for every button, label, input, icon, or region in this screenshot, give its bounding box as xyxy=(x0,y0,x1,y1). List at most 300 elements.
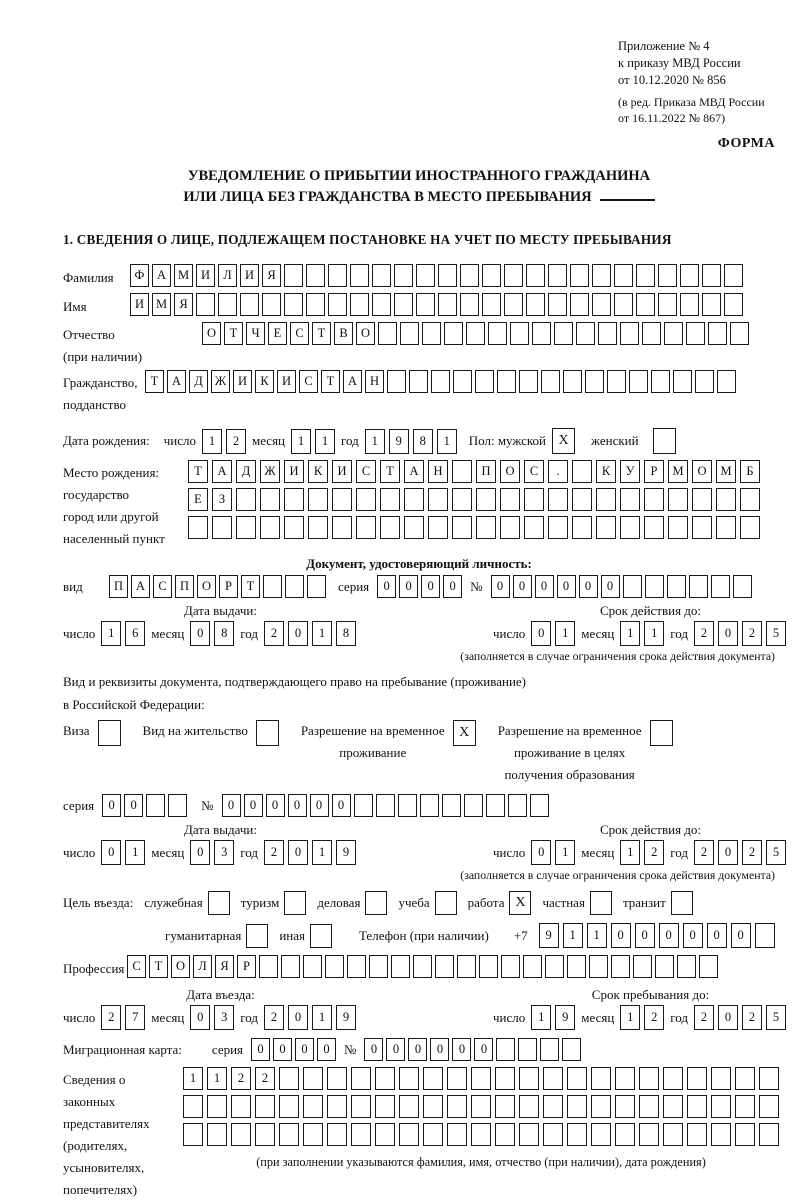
char-cell[interactable]: Т xyxy=(380,460,400,483)
char-cell[interactable] xyxy=(620,322,639,345)
char-cell[interactable] xyxy=(438,293,457,316)
char-cell[interactable] xyxy=(327,1095,347,1118)
char-cell[interactable] xyxy=(391,955,410,978)
char-cell[interactable] xyxy=(496,1038,515,1061)
char-cell[interactable] xyxy=(548,488,568,511)
char-cell[interactable] xyxy=(279,1095,299,1118)
char-cell[interactable]: Р xyxy=(237,955,256,978)
char-cell[interactable]: 2 xyxy=(226,429,246,454)
char-cell[interactable] xyxy=(519,1067,539,1090)
char-cell[interactable]: М xyxy=(716,460,736,483)
char-cell[interactable]: 2 xyxy=(644,840,664,865)
char-cell[interactable]: 2 xyxy=(694,840,714,865)
char-cell[interactable] xyxy=(495,1067,515,1090)
char-cell[interactable]: 6 xyxy=(125,621,145,646)
char-cell[interactable] xyxy=(504,264,523,287)
char-cell[interactable]: 8 xyxy=(214,621,234,646)
purpose-business-checkbox[interactable] xyxy=(365,891,387,915)
char-cell[interactable]: 0 xyxy=(244,794,263,817)
char-cell[interactable]: У xyxy=(620,460,640,483)
char-cell[interactable] xyxy=(611,955,630,978)
char-cell[interactable] xyxy=(255,1123,275,1146)
char-cell[interactable]: 0 xyxy=(513,575,532,598)
char-cell[interactable]: Л xyxy=(218,264,237,287)
char-cell[interactable]: А xyxy=(404,460,424,483)
char-cell[interactable]: 0 xyxy=(683,923,703,948)
char-cell[interactable]: 0 xyxy=(531,840,551,865)
char-cell[interactable] xyxy=(591,1095,611,1118)
purpose-study-checkbox[interactable] xyxy=(435,891,457,915)
char-cell[interactable]: Т xyxy=(224,322,243,345)
char-cell[interactable]: 7 xyxy=(125,1005,145,1030)
char-cell[interactable]: С xyxy=(524,460,544,483)
char-cell[interactable] xyxy=(422,322,441,345)
char-cell[interactable] xyxy=(380,488,400,511)
char-cell[interactable] xyxy=(554,322,573,345)
char-cell[interactable] xyxy=(680,264,699,287)
purpose-tourism-checkbox[interactable] xyxy=(284,891,306,915)
char-cell[interactable]: К xyxy=(596,460,616,483)
char-cell[interactable] xyxy=(730,322,749,345)
char-cell[interactable]: Ж xyxy=(260,460,280,483)
sex-female-checkbox[interactable] xyxy=(653,428,676,454)
char-cell[interactable]: 0 xyxy=(635,923,655,948)
char-cell[interactable]: 5 xyxy=(766,621,786,646)
char-cell[interactable] xyxy=(308,516,328,539)
char-cell[interactable]: Т xyxy=(241,575,260,598)
char-cell[interactable]: 1 xyxy=(125,840,145,865)
char-cell[interactable] xyxy=(759,1095,779,1118)
char-cell[interactable] xyxy=(591,1123,611,1146)
char-cell[interactable] xyxy=(479,955,498,978)
char-cell[interactable] xyxy=(279,1067,299,1090)
char-cell[interactable] xyxy=(570,264,589,287)
char-cell[interactable] xyxy=(438,264,457,287)
char-cell[interactable] xyxy=(218,293,237,316)
purpose-humanitarian-checkbox[interactable] xyxy=(246,924,268,948)
char-cell[interactable] xyxy=(526,264,545,287)
char-cell[interactable] xyxy=(633,955,652,978)
char-cell[interactable] xyxy=(663,1095,683,1118)
char-cell[interactable] xyxy=(636,293,655,316)
char-cell[interactable]: Я xyxy=(174,293,193,316)
char-cell[interactable] xyxy=(680,293,699,316)
char-cell[interactable]: 8 xyxy=(336,621,356,646)
char-cell[interactable]: 0 xyxy=(408,1038,427,1061)
char-cell[interactable] xyxy=(523,955,542,978)
char-cell[interactable]: Я xyxy=(215,955,234,978)
char-cell[interactable] xyxy=(482,293,501,316)
char-cell[interactable]: 1 xyxy=(587,923,607,948)
char-cell[interactable]: 2 xyxy=(742,1005,762,1030)
char-cell[interactable] xyxy=(263,575,282,598)
char-cell[interactable]: 1 xyxy=(563,923,583,948)
char-cell[interactable]: 0 xyxy=(102,794,121,817)
char-cell[interactable] xyxy=(435,955,454,978)
char-cell[interactable]: 1 xyxy=(555,621,575,646)
char-cell[interactable] xyxy=(303,1095,323,1118)
char-cell[interactable]: 3 xyxy=(214,1005,234,1030)
char-cell[interactable] xyxy=(724,293,743,316)
char-cell[interactable] xyxy=(711,1123,731,1146)
char-cell[interactable]: 0 xyxy=(288,794,307,817)
char-cell[interactable]: 0 xyxy=(364,1038,383,1061)
char-cell[interactable] xyxy=(350,293,369,316)
char-cell[interactable] xyxy=(460,264,479,287)
char-cell[interactable]: А xyxy=(212,460,232,483)
char-cell[interactable] xyxy=(567,1095,587,1118)
char-cell[interactable]: 0 xyxy=(718,1005,738,1030)
char-cell[interactable] xyxy=(488,322,507,345)
char-cell[interactable] xyxy=(457,955,476,978)
char-cell[interactable]: 0 xyxy=(421,575,440,598)
char-cell[interactable] xyxy=(351,1123,371,1146)
char-cell[interactable] xyxy=(466,322,485,345)
char-cell[interactable] xyxy=(452,460,472,483)
char-cell[interactable] xyxy=(447,1067,467,1090)
char-cell[interactable]: 0 xyxy=(288,621,308,646)
char-cell[interactable] xyxy=(651,370,670,393)
char-cell[interactable]: 0 xyxy=(707,923,727,948)
char-cell[interactable]: 0 xyxy=(718,621,738,646)
char-cell[interactable] xyxy=(356,488,376,511)
char-cell[interactable]: Е xyxy=(188,488,208,511)
char-cell[interactable]: В xyxy=(334,322,353,345)
char-cell[interactable] xyxy=(378,322,397,345)
char-cell[interactable]: И xyxy=(284,460,304,483)
char-cell[interactable]: 2 xyxy=(694,1005,714,1030)
char-cell[interactable] xyxy=(687,1067,707,1090)
char-cell[interactable] xyxy=(240,293,259,316)
char-cell[interactable] xyxy=(541,370,560,393)
char-cell[interactable] xyxy=(567,1123,587,1146)
char-cell[interactable]: 9 xyxy=(389,429,409,454)
char-cell[interactable]: М xyxy=(152,293,171,316)
char-cell[interactable]: 0 xyxy=(288,840,308,865)
char-cell[interactable] xyxy=(526,293,545,316)
char-cell[interactable]: 1 xyxy=(644,621,664,646)
char-cell[interactable] xyxy=(524,516,544,539)
char-cell[interactable]: 1 xyxy=(437,429,457,454)
char-cell[interactable] xyxy=(327,1123,347,1146)
char-cell[interactable]: 1 xyxy=(291,429,311,454)
char-cell[interactable] xyxy=(623,575,642,598)
char-cell[interactable] xyxy=(285,575,304,598)
char-cell[interactable]: 0 xyxy=(399,575,418,598)
char-cell[interactable]: 2 xyxy=(255,1067,275,1090)
purpose-work-checkbox[interactable]: X xyxy=(509,891,531,915)
char-cell[interactable] xyxy=(423,1067,443,1090)
char-cell[interactable] xyxy=(658,264,677,287)
char-cell[interactable] xyxy=(399,1067,419,1090)
char-cell[interactable] xyxy=(212,516,232,539)
char-cell[interactable]: 0 xyxy=(251,1038,270,1061)
char-cell[interactable] xyxy=(183,1095,203,1118)
char-cell[interactable]: 1 xyxy=(101,621,121,646)
char-cell[interactable] xyxy=(327,1067,347,1090)
char-cell[interactable] xyxy=(572,516,592,539)
char-cell[interactable] xyxy=(614,293,633,316)
char-cell[interactable] xyxy=(416,264,435,287)
char-cell[interactable] xyxy=(711,575,730,598)
char-cell[interactable]: И xyxy=(332,460,352,483)
char-cell[interactable] xyxy=(692,516,712,539)
char-cell[interactable] xyxy=(689,575,708,598)
char-cell[interactable] xyxy=(543,1095,563,1118)
char-cell[interactable] xyxy=(504,293,523,316)
char-cell[interactable] xyxy=(518,1038,537,1061)
char-cell[interactable]: Т xyxy=(321,370,340,393)
char-cell[interactable] xyxy=(716,488,736,511)
char-cell[interactable] xyxy=(686,322,705,345)
char-cell[interactable] xyxy=(687,1095,707,1118)
char-cell[interactable]: С xyxy=(290,322,309,345)
char-cell[interactable]: Ж xyxy=(211,370,230,393)
char-cell[interactable] xyxy=(615,1095,635,1118)
char-cell[interactable] xyxy=(328,264,347,287)
char-cell[interactable]: 0 xyxy=(731,923,751,948)
char-cell[interactable] xyxy=(350,264,369,287)
char-cell[interactable] xyxy=(644,488,664,511)
char-cell[interactable]: 0 xyxy=(190,840,210,865)
char-cell[interactable] xyxy=(500,516,520,539)
char-cell[interactable] xyxy=(183,1123,203,1146)
char-cell[interactable] xyxy=(562,1038,581,1061)
char-cell[interactable]: 0 xyxy=(310,794,329,817)
char-cell[interactable] xyxy=(733,575,752,598)
char-cell[interactable]: 0 xyxy=(601,575,620,598)
char-cell[interactable] xyxy=(592,293,611,316)
char-cell[interactable] xyxy=(284,516,304,539)
char-cell[interactable] xyxy=(255,1095,275,1118)
char-cell[interactable]: 0 xyxy=(332,794,351,817)
char-cell[interactable] xyxy=(759,1067,779,1090)
char-cell[interactable] xyxy=(668,488,688,511)
char-cell[interactable] xyxy=(444,322,463,345)
char-cell[interactable] xyxy=(404,516,424,539)
char-cell[interactable] xyxy=(644,516,664,539)
char-cell[interactable]: 5 xyxy=(766,1005,786,1030)
char-cell[interactable] xyxy=(486,794,505,817)
char-cell[interactable] xyxy=(663,1123,683,1146)
char-cell[interactable] xyxy=(306,264,325,287)
char-cell[interactable]: 1 xyxy=(620,840,640,865)
char-cell[interactable] xyxy=(655,955,674,978)
char-cell[interactable]: 0 xyxy=(124,794,143,817)
char-cell[interactable] xyxy=(501,955,520,978)
char-cell[interactable] xyxy=(303,955,322,978)
char-cell[interactable] xyxy=(369,955,388,978)
char-cell[interactable]: 1 xyxy=(202,429,222,454)
char-cell[interactable] xyxy=(615,1123,635,1146)
char-cell[interactable] xyxy=(347,955,366,978)
char-cell[interactable] xyxy=(664,322,683,345)
char-cell[interactable]: 2 xyxy=(694,621,714,646)
char-cell[interactable] xyxy=(420,794,439,817)
char-cell[interactable] xyxy=(475,370,494,393)
char-cell[interactable]: Т xyxy=(188,460,208,483)
char-cell[interactable]: М xyxy=(668,460,688,483)
char-cell[interactable] xyxy=(645,575,664,598)
char-cell[interactable] xyxy=(196,293,215,316)
char-cell[interactable] xyxy=(452,488,472,511)
char-cell[interactable]: 1 xyxy=(365,429,385,454)
char-cell[interactable]: 9 xyxy=(336,1005,356,1030)
char-cell[interactable]: О xyxy=(197,575,216,598)
char-cell[interactable]: М xyxy=(174,264,193,287)
char-cell[interactable] xyxy=(476,516,496,539)
char-cell[interactable]: 1 xyxy=(620,621,640,646)
char-cell[interactable] xyxy=(471,1067,491,1090)
char-cell[interactable]: О xyxy=(171,955,190,978)
char-cell[interactable] xyxy=(413,955,432,978)
char-cell[interactable]: З xyxy=(212,488,232,511)
char-cell[interactable] xyxy=(735,1095,755,1118)
char-cell[interactable] xyxy=(615,1067,635,1090)
char-cell[interactable]: Р xyxy=(219,575,238,598)
char-cell[interactable] xyxy=(284,488,304,511)
char-cell[interactable] xyxy=(532,322,551,345)
char-cell[interactable]: 0 xyxy=(386,1038,405,1061)
char-cell[interactable] xyxy=(423,1123,443,1146)
char-cell[interactable]: 1 xyxy=(207,1067,227,1090)
char-cell[interactable] xyxy=(188,516,208,539)
char-cell[interactable]: 2 xyxy=(231,1067,251,1090)
char-cell[interactable]: 2 xyxy=(742,621,762,646)
char-cell[interactable] xyxy=(755,923,775,948)
char-cell[interactable] xyxy=(629,370,648,393)
char-cell[interactable] xyxy=(572,488,592,511)
char-cell[interactable] xyxy=(394,293,413,316)
char-cell[interactable] xyxy=(668,516,688,539)
char-cell[interactable] xyxy=(375,1123,395,1146)
char-cell[interactable]: О xyxy=(500,460,520,483)
char-cell[interactable]: С xyxy=(356,460,376,483)
char-cell[interactable] xyxy=(372,293,391,316)
char-cell[interactable]: 0 xyxy=(474,1038,493,1061)
char-cell[interactable]: А xyxy=(343,370,362,393)
char-cell[interactable] xyxy=(545,955,564,978)
char-cell[interactable]: 1 xyxy=(555,840,575,865)
char-cell[interactable] xyxy=(614,264,633,287)
char-cell[interactable]: 0 xyxy=(295,1038,314,1061)
char-cell[interactable] xyxy=(497,370,516,393)
char-cell[interactable]: О xyxy=(692,460,712,483)
char-cell[interactable]: 2 xyxy=(264,840,284,865)
char-cell[interactable] xyxy=(519,1095,539,1118)
char-cell[interactable] xyxy=(620,488,640,511)
char-cell[interactable]: 0 xyxy=(190,621,210,646)
char-cell[interactable] xyxy=(495,1095,515,1118)
char-cell[interactable] xyxy=(308,488,328,511)
char-cell[interactable]: 1 xyxy=(312,1005,332,1030)
residence-permit-checkbox[interactable] xyxy=(256,720,279,746)
char-cell[interactable] xyxy=(548,516,568,539)
char-cell[interactable]: 2 xyxy=(101,1005,121,1030)
char-cell[interactable]: О xyxy=(356,322,375,345)
char-cell[interactable] xyxy=(639,1067,659,1090)
char-cell[interactable] xyxy=(281,955,300,978)
temp-residence-checkbox[interactable]: X xyxy=(453,720,476,746)
char-cell[interactable]: 0 xyxy=(491,575,510,598)
char-cell[interactable] xyxy=(207,1095,227,1118)
char-cell[interactable]: Т xyxy=(145,370,164,393)
char-cell[interactable] xyxy=(398,794,417,817)
char-cell[interactable] xyxy=(695,370,714,393)
char-cell[interactable] xyxy=(687,1123,707,1146)
char-cell[interactable]: 0 xyxy=(659,923,679,948)
char-cell[interactable] xyxy=(482,264,501,287)
char-cell[interactable] xyxy=(236,488,256,511)
char-cell[interactable] xyxy=(332,488,352,511)
char-cell[interactable] xyxy=(284,264,303,287)
char-cell[interactable] xyxy=(596,516,616,539)
char-cell[interactable] xyxy=(524,488,544,511)
char-cell[interactable]: Д xyxy=(236,460,256,483)
char-cell[interactable]: П xyxy=(476,460,496,483)
char-cell[interactable]: 1 xyxy=(312,621,332,646)
char-cell[interactable]: 0 xyxy=(317,1038,336,1061)
char-cell[interactable] xyxy=(328,293,347,316)
char-cell[interactable]: 0 xyxy=(101,840,121,865)
char-cell[interactable] xyxy=(717,370,736,393)
char-cell[interactable] xyxy=(658,293,677,316)
char-cell[interactable] xyxy=(540,1038,559,1061)
char-cell[interactable] xyxy=(639,1095,659,1118)
visa-checkbox[interactable] xyxy=(98,720,121,746)
char-cell[interactable] xyxy=(508,794,527,817)
char-cell[interactable] xyxy=(399,1095,419,1118)
char-cell[interactable] xyxy=(351,1067,371,1090)
char-cell[interactable] xyxy=(667,575,686,598)
char-cell[interactable] xyxy=(460,293,479,316)
char-cell[interactable]: Н xyxy=(365,370,384,393)
char-cell[interactable] xyxy=(572,460,592,483)
char-cell[interactable]: И xyxy=(130,293,149,316)
char-cell[interactable]: 0 xyxy=(288,1005,308,1030)
char-cell[interactable] xyxy=(589,955,608,978)
char-cell[interactable]: И xyxy=(196,264,215,287)
char-cell[interactable] xyxy=(677,955,696,978)
char-cell[interactable]: Ч xyxy=(246,322,265,345)
char-cell[interactable]: 1 xyxy=(620,1005,640,1030)
char-cell[interactable] xyxy=(376,794,395,817)
char-cell[interactable] xyxy=(543,1067,563,1090)
char-cell[interactable] xyxy=(375,1067,395,1090)
char-cell[interactable] xyxy=(332,516,352,539)
temp-residence-edu-checkbox[interactable] xyxy=(650,720,673,746)
char-cell[interactable] xyxy=(380,516,400,539)
char-cell[interactable] xyxy=(711,1095,731,1118)
char-cell[interactable] xyxy=(642,322,661,345)
char-cell[interactable] xyxy=(428,488,448,511)
char-cell[interactable] xyxy=(387,370,406,393)
char-cell[interactable] xyxy=(510,322,529,345)
char-cell[interactable] xyxy=(592,264,611,287)
char-cell[interactable] xyxy=(303,1067,323,1090)
char-cell[interactable] xyxy=(699,955,718,978)
char-cell[interactable]: 2 xyxy=(264,621,284,646)
char-cell[interactable] xyxy=(711,1067,731,1090)
char-cell[interactable]: 0 xyxy=(430,1038,449,1061)
char-cell[interactable] xyxy=(708,322,727,345)
purpose-other-checkbox[interactable] xyxy=(310,924,332,948)
char-cell[interactable]: 5 xyxy=(766,840,786,865)
char-cell[interactable] xyxy=(453,370,472,393)
char-cell[interactable] xyxy=(231,1095,251,1118)
char-cell[interactable]: 9 xyxy=(555,1005,575,1030)
char-cell[interactable]: 1 xyxy=(312,840,332,865)
